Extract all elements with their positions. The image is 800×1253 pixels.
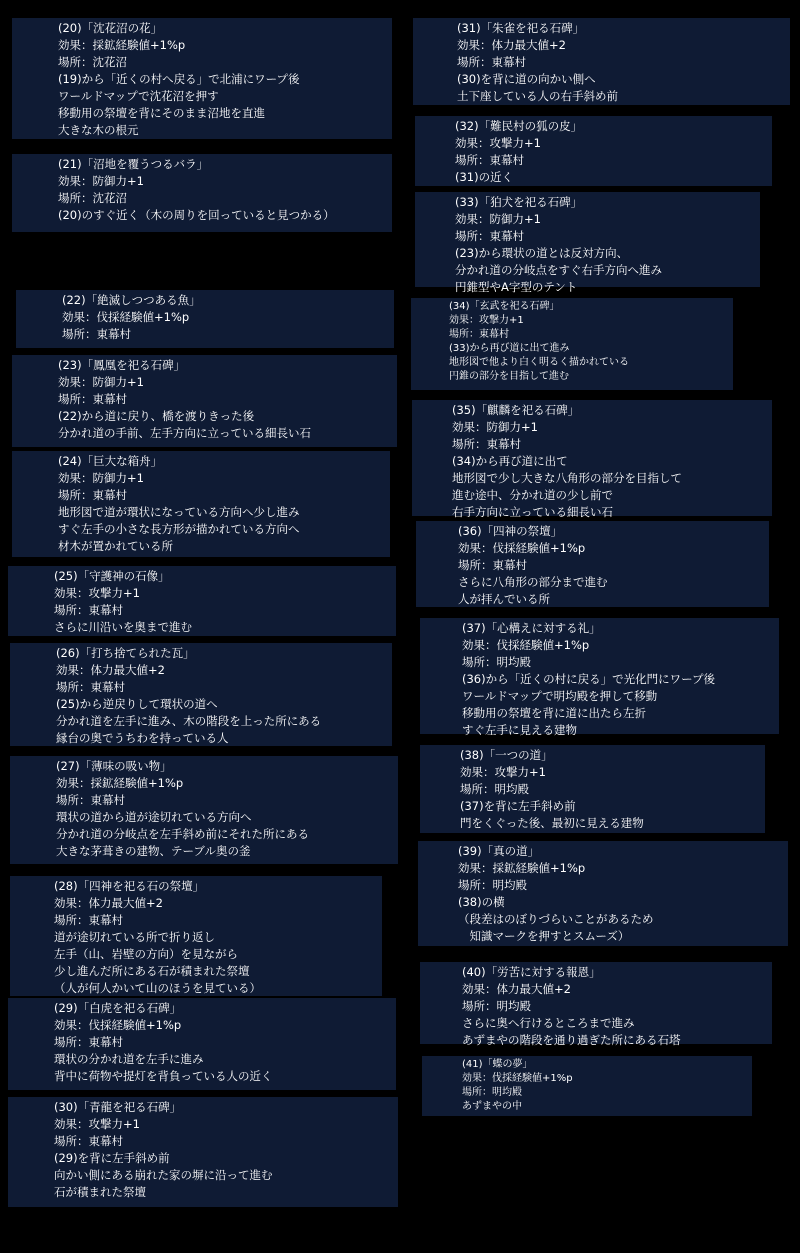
entry-card-24	[12, 451, 390, 557]
entry-line: 効果：攻撃力+1	[460, 765, 546, 779]
entry-card-22	[16, 290, 394, 348]
entry-line: 分かれ道を左手に進み、木の階段を上った所にある	[56, 714, 322, 728]
entry-line: さらに八角形の部分まで進む	[458, 575, 608, 589]
entry-line: 場所：東幕村	[54, 603, 123, 617]
entry-card-30	[8, 1097, 398, 1207]
entry-line: 移動用の祭壇を背にそのまま沼地を直進	[58, 106, 265, 120]
entry-card-20	[12, 18, 392, 139]
entry-title: (39)「真の道」	[458, 844, 540, 858]
entry-line: 効果：採鉱経験値+1%p	[58, 38, 186, 52]
entry-title: (29)「白虎を祀る石碑」	[54, 1001, 182, 1015]
entry-line: ワールドマップで沈花沼を押す	[58, 89, 219, 103]
entry-line: 効果：防御力+1	[452, 420, 538, 434]
entry-line: 効果：採鉱経験値+1%p	[56, 776, 184, 790]
entry-line: 効果：体力最大値+2	[462, 982, 571, 996]
entry-line: さらに奥へ行けるところまで進み	[462, 1016, 635, 1030]
entry-line: 場所：東幕村	[452, 437, 521, 451]
entry-line: (20)のすぐ近く（木の周りを回っていると見つかる）	[58, 208, 335, 222]
entry-title: (41)「蝶の夢」	[462, 1059, 533, 1070]
entry-line: (33)から再び道に出て進み	[449, 343, 570, 354]
entry-line: 移動用の祭壇を背に道に出たら左折	[462, 706, 646, 720]
entry-line: すぐ左手の小さな長方形が描かれている方向へ	[58, 522, 300, 536]
entry-line: (37)を背に左手斜め前	[460, 799, 576, 813]
entry-title: (32)「難民村の狐の皮」	[455, 119, 583, 133]
entry-line: 場所：東幕村	[455, 229, 524, 243]
entry-line: 道が途切れている所で折り返し	[54, 930, 215, 944]
entry-line: 地形図で道が環状になっている方向へ少し進み	[58, 505, 300, 519]
entry-title: (34)「玄武を祀る石碑」	[449, 301, 560, 312]
entry-line: (30)を背に道の向かい側へ	[457, 72, 596, 86]
entry-line: 場所：明均殿	[460, 782, 529, 796]
entry-card-40	[420, 962, 772, 1047]
entry-card-27	[10, 756, 398, 864]
entry-title: (40)「労苦に対する報恩」	[462, 965, 601, 979]
entry-line: 分かれ道の分岐点を左手斜め前にそれた所にある	[56, 827, 309, 841]
entry-line: （段差はのぼりづらいことがあるため	[458, 912, 654, 926]
entry-line: 効果：防御力+1	[58, 174, 144, 188]
entry-line: 効果：伐採経験値+1%p	[54, 1018, 182, 1032]
entry-line: 効果：伐採経験値+1%p	[462, 638, 590, 652]
entry-line: 場所：東幕村	[56, 793, 125, 807]
entry-card-36	[416, 521, 769, 607]
entry-line: 場所：東幕村	[449, 329, 509, 340]
entry-line: 効果：防御力+1	[455, 212, 541, 226]
entry-title: (37)「心構えに対する礼」	[462, 621, 601, 635]
entry-line: 分かれ道の分岐点をすぐ右手方向へ進み	[455, 263, 662, 277]
entry-line: 門をくぐった後、最初に見える建物	[460, 816, 644, 830]
entry-title: (27)「薄味の吸い物」	[56, 759, 172, 773]
entry-line: (34)から再び道に出て	[452, 454, 568, 468]
entry-title: (31)「朱雀を祀る石碑」	[457, 21, 585, 35]
entry-line: 効果：体力最大値+2	[56, 663, 165, 677]
entry-line: 場所：明均殿	[458, 878, 527, 892]
entry-title: (22)「絶滅しつつある魚」	[62, 293, 201, 307]
entry-line: 場所：東幕村	[455, 153, 524, 167]
entry-line: 効果：体力最大値+2	[457, 38, 566, 52]
entry-line: ワールドマップで明均殿を押して移動	[462, 689, 658, 703]
entry-line: 効果：伐採経験値+1%p	[458, 541, 586, 555]
entry-line: 地形図で少し大きな八角形の部分を目指して	[452, 471, 682, 485]
entry-line: 場所：東幕村	[457, 55, 526, 69]
entry-line: 環状の道から道が途切れている方向へ	[56, 810, 252, 824]
entry-line: 右手方向に立っている細長い石	[452, 505, 613, 519]
entry-title: (36)「四神の祭壇」	[458, 524, 563, 538]
entry-line: 土下座している人の右手斜め前	[457, 89, 618, 103]
entry-line: (22)から道に戻り、橋を渡りきった後	[58, 409, 255, 423]
entry-card-32	[415, 116, 772, 186]
entry-line: 効果：攻撃力+1	[455, 136, 541, 150]
entry-line: 場所：東幕村	[54, 913, 123, 927]
entry-title: (35)「麒麟を祀る石碑」	[452, 403, 580, 417]
entry-line: 場所：沈花沼	[58, 191, 127, 205]
entry-line: 効果：伐採経験値+1%p	[462, 1073, 573, 1084]
entry-card-21	[12, 154, 392, 232]
entry-line: (38)の横	[458, 895, 505, 909]
entry-card-28	[10, 876, 382, 996]
entry-line: 場所：東幕村	[58, 488, 127, 502]
entry-title: (24)「巨大な箱舟」	[58, 454, 163, 468]
entry-card-37	[420, 618, 779, 737]
entry-title: (38)「一つの道」	[460, 748, 553, 762]
entry-line: 左手（山、岩壁の方向）を見ながら	[54, 947, 238, 961]
entry-title: (20)「沈花沼の花」	[58, 21, 163, 35]
entry-line: 場所：東幕村	[458, 558, 527, 572]
entry-title: (21)「沼地を覆うつるバラ」	[58, 157, 209, 171]
entry-line: 効果：採鉱経験値+1%p	[458, 861, 586, 875]
entry-line: 効果：攻撃力+1	[449, 315, 524, 326]
entry-card-38	[420, 745, 765, 833]
entry-line: (36)から「近くの村に戻る」で光化門にワープ後	[462, 672, 716, 686]
entry-line: 人が拝んでいる所	[458, 592, 550, 606]
entry-line: 場所：東幕村	[54, 1134, 123, 1148]
entry-card-33	[415, 192, 760, 294]
entry-line: （人が何人かいて山のほうを見ている）	[54, 981, 261, 995]
entry-line: 知識マークを押すとスムーズ）	[458, 929, 630, 943]
entry-line: 石が積まれた祭壇	[54, 1185, 146, 1199]
entry-line: 地形図で他より白く明るく描かれている	[449, 357, 629, 368]
entry-line: 効果：攻撃力+1	[54, 586, 140, 600]
entry-card-23	[12, 355, 397, 447]
entry-line: 場所：明均殿	[462, 1087, 522, 1098]
entry-card-34	[411, 298, 733, 390]
entry-line: 場所：明均殿	[462, 999, 531, 1013]
entry-line: すぐ左手に見える建物	[462, 723, 577, 737]
entry-card-26	[10, 643, 392, 746]
entry-line: さらに川沿いを奥まで進む	[54, 620, 192, 634]
entry-line: 場所：沈花沼	[58, 55, 127, 69]
entry-title: (30)「青龍を祀る石碑」	[54, 1100, 182, 1114]
entry-line: 縁台の奥でうちわを持っている人	[56, 731, 229, 745]
entry-card-25	[8, 566, 396, 636]
entry-line: (31)の近く	[455, 170, 514, 184]
entry-line: (29)を背に左手斜め前	[54, 1151, 170, 1165]
entry-title: (25)「守護神の石像」	[54, 569, 170, 583]
entry-line: 効果：攻撃力+1	[54, 1117, 140, 1131]
entry-line: 向かい側にある崩れた家の塀に沿って進む	[54, 1168, 273, 1182]
entry-line: (23)から環状の道とは反対方向、	[455, 246, 629, 260]
entry-line: 場所：明均殿	[462, 655, 531, 669]
entry-card-31	[413, 18, 790, 105]
entry-title: (23)「鳳凰を祀る石碑」	[58, 358, 186, 372]
entry-line: 少し進んだ所にある石が積まれた祭壇	[54, 964, 250, 978]
entry-line: 場所：東幕村	[54, 1035, 123, 1049]
entry-title: (28)「四神を祀る石の祭壇」	[54, 879, 205, 893]
entry-card-39	[418, 841, 788, 946]
entry-line: 大きな茅葺きの建物、テーブル奥の釜	[56, 844, 251, 858]
entry-line: 円錐型やA字型のテント	[455, 280, 578, 294]
entry-title: (33)「狛犬を祀る石碑」	[455, 195, 583, 209]
entry-line: 効果：防御力+1	[58, 375, 144, 389]
entry-line: 進む途中、分かれ道の少し前で	[452, 488, 613, 502]
entry-line: 背中に荷物や提灯を背負っている人の近く	[54, 1069, 273, 1083]
entry-line: 材木が置かれている所	[58, 539, 173, 553]
entry-card-29	[8, 998, 396, 1090]
entry-line: (19)から「近くの村へ戻る」で北浦にワープ後	[58, 72, 300, 86]
entry-line: (25)から逆戻りして環状の道へ	[56, 697, 218, 711]
entry-title: (26)「打ち捨てられた瓦」	[56, 646, 195, 660]
entry-line: あずまやの階段を通り過ぎた所にある石塔	[462, 1033, 681, 1047]
entry-line: 円錐の部分を目指して進む	[449, 371, 569, 382]
entry-card-35	[412, 400, 772, 519]
entry-line: 効果：体力最大値+2	[54, 896, 163, 910]
entry-line: 大きな木の根元	[58, 123, 139, 137]
entry-line: 場所：東幕村	[56, 680, 125, 694]
entry-line: 分かれ道の手前、左手方向に立っている細長い石	[58, 426, 311, 440]
entry-card-41	[422, 1056, 752, 1116]
entry-line: 場所：東幕村	[62, 327, 131, 341]
entry-line: 効果：伐採経験値+1%p	[62, 310, 190, 324]
entry-line: 効果：防御力+1	[58, 471, 144, 485]
entry-line: 環状の分かれ道を左手に進み	[54, 1052, 204, 1066]
entry-line: あずまやの中	[462, 1101, 522, 1112]
entry-line: 場所：東幕村	[58, 392, 127, 406]
